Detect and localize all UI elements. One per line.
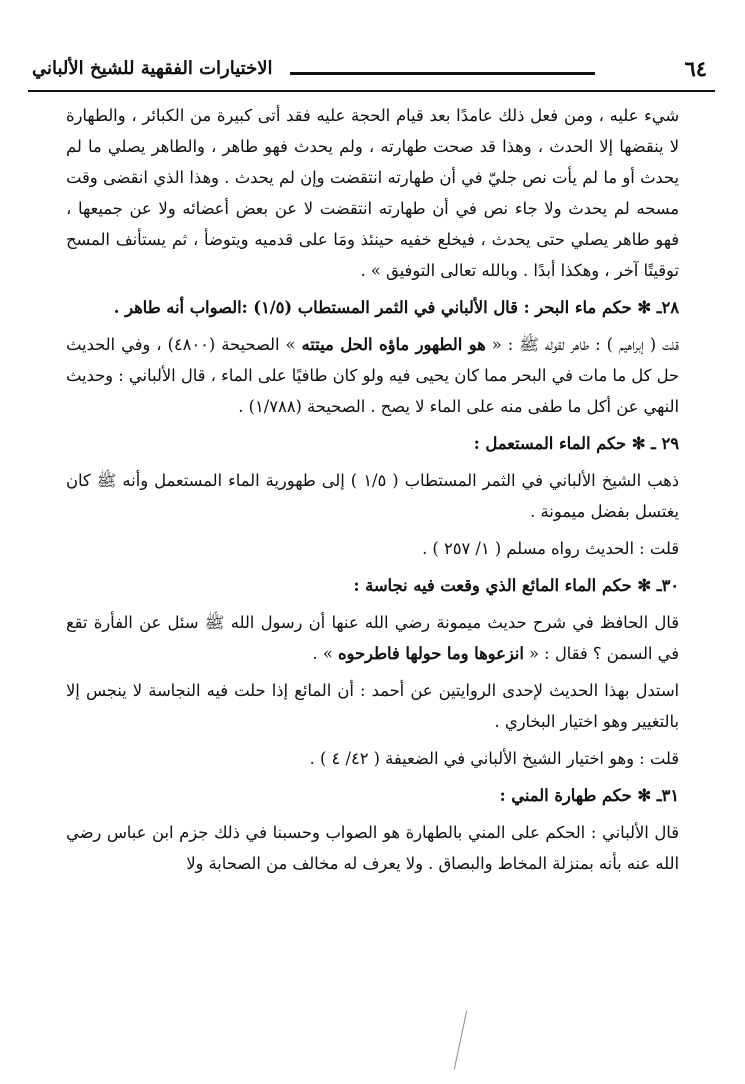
page-body [66, 100, 679, 879]
paragraph-30a [66, 607, 679, 669]
paragraph-lead: قلت ( إبراهيم ) : طاهر لقوله ﷺ : « [491, 335, 679, 354]
paragraph-30c: قلت : وهو اختيار الشيخ الألباني في الضعيفة ( ٤٢/ ٤ ) . [309, 749, 679, 768]
scan-artifact [454, 1011, 467, 1070]
page-number: ٦٤ [684, 56, 707, 81]
section-number: ٣١ـ [656, 786, 679, 805]
star-icon: ✻ [637, 576, 652, 595]
section-title: حكم الماء المستعمل : [473, 434, 627, 453]
section-title: حكم ماء البحر : قال الألباني في الثمر المستطاب (١/٥) :الصواب أنه طاهر . [113, 298, 632, 317]
section-heading-28 [66, 292, 679, 323]
running-header [28, 50, 715, 92]
section-heading-29 [66, 428, 679, 459]
section-heading-30 [66, 570, 679, 601]
star-icon: ✻ [637, 786, 652, 805]
paragraph-continued: شيء عليه ، ومن فعل ذلك عامدًا بعد قيام الحجة عليه فقد أتى كبيرة من الكبائر ، والطهارة لا ينقضها إلا الحدث ، وهذا قد صحت طهارته ، ولم يحدث فهو طاهر ، والطاهر يصلي ما لم يحدث أو ما لم يأت نص جليّ في أن طهارته انتقضت وإن لم يحدث . وهذا الذي انقضى وقت مسحه لم يحدث ولا جاء نص في أن طهارته انتقضت لا عن بعض أعضائه ولا عن جميعها ، فهو طاهر يصلي حتى يحدث ، فيخلع خفيه حينئذ ومَا على قدميه ويتوضأ ، ثم يستأنف المسح توقيتًا آخر ، وهكذا أبدًا . وبالله تعالى التوفيق » . [66, 106, 679, 280]
hadith-quote: هو الطهور ماؤه الحل ميتته [301, 335, 486, 354]
paragraph-30b: استدل بهذا الحديث لإحدى الروايتين عن أحمد : أن المائع إذا حلت فيه النجاسة لا ينجس إلا بالتغيير وهو اختيار البخاري . [66, 681, 679, 731]
paragraph-end: » . [312, 644, 333, 663]
paragraph-31a: قال الألباني : الحكم على المني بالطهارة هو الصواب وحسبنا في ذلك جزم ابن عباس رضي الله عنه بأنه بمنزلة المخاط والبصاق . ولا يعرف له مخالف من الصحابة ولا [66, 823, 679, 873]
header-rule [290, 72, 595, 75]
paragraph-rest: » الصحيحة (٤٨٠٠) ، وفي الحديث حل كل ما مات في البحر مما كان يحيى فيه ولو كان طافيًا على الماء ، قال الألباني : وحديث النهي عن أكل ما طفى منه على الماء لا يصح . الصحيحة (١/٧٨٨) . [66, 335, 679, 416]
section-number: ٢٨ـ [656, 298, 679, 317]
star-icon: ✻ [637, 298, 652, 317]
paragraph-29b: قلت : الحديث رواه مسلم ( ١/ ٢٥٧ ) . [422, 539, 679, 558]
paragraph-28a [66, 329, 679, 422]
paragraph-lead: قال الحافظ في شرح حديث ميمونة رضي الله عنها أن رسول الله ﷺ سئل عن الفأرة تقع في السمن ؟ فقال : « [66, 613, 679, 663]
section-heading-31 [66, 780, 679, 811]
paragraph-29a: ذهب الشيخ الألباني في الثمر المستطاب ( ١/٥ ) إلى طهورية الماء المستعمل وأنه ﷺ كان يغتسل بفضل ميمونة . [66, 471, 680, 521]
star-icon: ✻ [631, 434, 646, 453]
section-number: ٢٩ ـ [651, 434, 679, 453]
running-title: الاختيارات الفقهية للشيخ الألباني [32, 58, 273, 79]
section-title: حكم طهارة المني : [499, 786, 632, 805]
section-title: حكم الماء المائع الذي وقعت فيه نجاسة : [353, 576, 632, 595]
hadith-quote: انزعوها وما حولها فاطرحوه [338, 644, 524, 663]
section-number: ٣٠ـ [656, 576, 679, 595]
